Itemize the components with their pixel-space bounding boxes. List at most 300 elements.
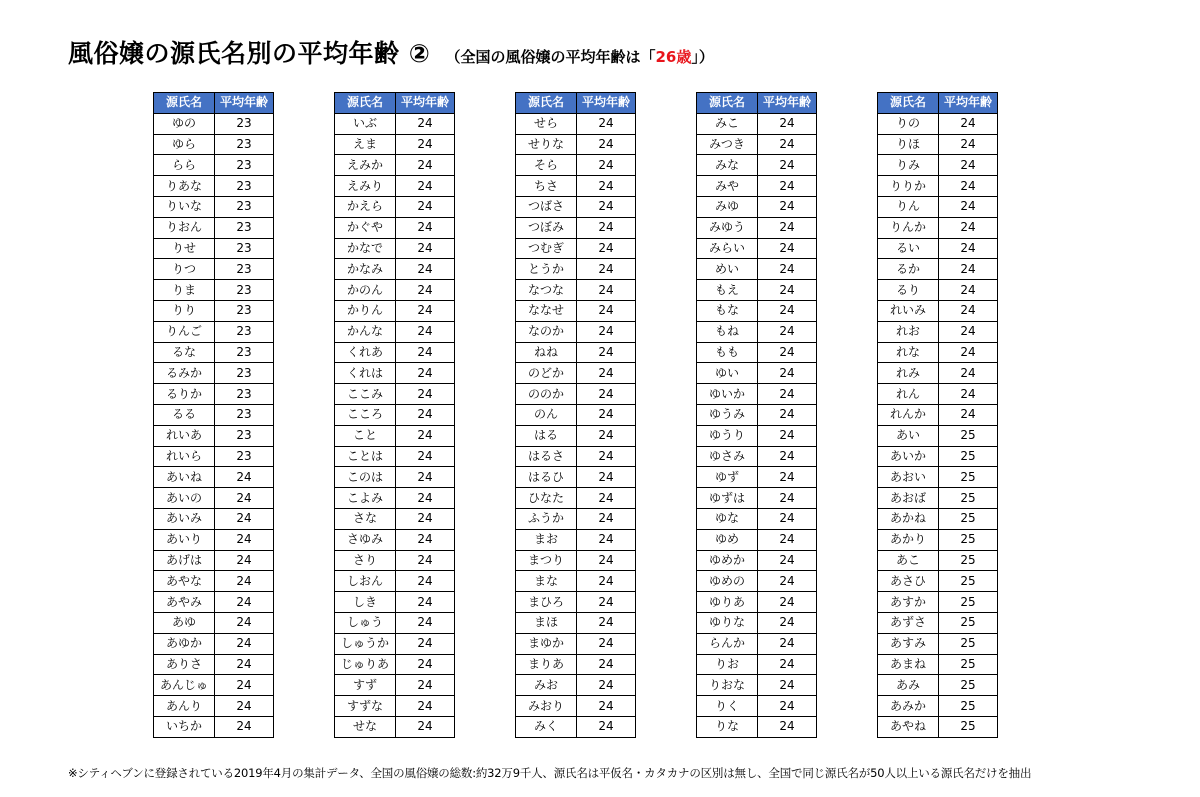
- age-cell: 23: [215, 384, 274, 405]
- table-row: [697, 238, 817, 259]
- table-row: [878, 425, 998, 446]
- name-cell: ののか: [516, 384, 577, 405]
- age-cell: 24: [758, 654, 817, 675]
- age-cell: 24: [396, 196, 455, 217]
- name-cell: ありさ: [154, 654, 215, 675]
- table-header-row: [516, 93, 636, 114]
- table-row: [516, 280, 636, 301]
- name-cell: じゅりあ: [335, 654, 396, 675]
- name-cell: このは: [335, 467, 396, 488]
- age-cell: 24: [577, 384, 636, 405]
- table-row: [878, 404, 998, 425]
- age-cell: 23: [215, 217, 274, 238]
- age-cell: 24: [577, 321, 636, 342]
- table-row: [154, 217, 274, 238]
- header-age: 平均年齢: [577, 93, 636, 114]
- age-cell: 24: [577, 113, 636, 134]
- name-cell: みな: [697, 155, 758, 176]
- table-row: [878, 529, 998, 550]
- name-cell: のどか: [516, 363, 577, 384]
- title-main: 風俗嬢の源氏名別の平均年齢 ②: [68, 39, 431, 68]
- name-cell: りの: [878, 113, 939, 134]
- table-row: [516, 363, 636, 384]
- name-cell: そら: [516, 155, 577, 176]
- table-row: [697, 716, 817, 737]
- age-cell: 24: [396, 592, 455, 613]
- table-row: [516, 217, 636, 238]
- table-row: [516, 238, 636, 259]
- table-row: [516, 571, 636, 592]
- name-cell: あさひ: [878, 571, 939, 592]
- table-row: [878, 716, 998, 737]
- table-row: [335, 425, 455, 446]
- table-row: [335, 675, 455, 696]
- table-row: [335, 550, 455, 571]
- name-cell: りほ: [878, 134, 939, 155]
- name-cell: いちか: [154, 716, 215, 737]
- age-cell: 25: [939, 592, 998, 613]
- name-cell: らんか: [697, 633, 758, 654]
- age-cell: 24: [758, 612, 817, 633]
- age-cell: 24: [758, 592, 817, 613]
- table-header-row: [697, 93, 817, 114]
- age-cell: 24: [577, 363, 636, 384]
- table-row: [878, 654, 998, 675]
- name-cell: あすか: [878, 592, 939, 613]
- table-row: [878, 550, 998, 571]
- table-row: [878, 696, 998, 717]
- name-cell: りりか: [878, 176, 939, 197]
- age-cell: 23: [215, 363, 274, 384]
- name-cell: れみ: [878, 363, 939, 384]
- name-cell: ゆい: [697, 363, 758, 384]
- header-age: 平均年齢: [758, 93, 817, 114]
- table-row: [697, 633, 817, 654]
- name-cell: えみり: [335, 176, 396, 197]
- age-cell: 25: [939, 675, 998, 696]
- table-row: [697, 321, 817, 342]
- name-cell: あおば: [878, 488, 939, 509]
- name-cell: りみ: [878, 155, 939, 176]
- age-cell: 24: [577, 155, 636, 176]
- age-cell: 25: [939, 508, 998, 529]
- name-cell: りり: [154, 300, 215, 321]
- age-cell: 24: [215, 571, 274, 592]
- table-row: [335, 176, 455, 197]
- table-row: [335, 404, 455, 425]
- name-cell: みゆ: [697, 196, 758, 217]
- table-row: [154, 446, 274, 467]
- age-cell: 23: [215, 238, 274, 259]
- table-row: [335, 280, 455, 301]
- age-cell: 24: [577, 508, 636, 529]
- name-cell: りおん: [154, 217, 215, 238]
- table-row: [335, 155, 455, 176]
- table-row: [878, 342, 998, 363]
- age-cell: 24: [758, 238, 817, 259]
- name-cell: つむぎ: [516, 238, 577, 259]
- table-row: [516, 467, 636, 488]
- name-cell: あいね: [154, 467, 215, 488]
- age-cell: 24: [215, 467, 274, 488]
- age-cell: 24: [396, 259, 455, 280]
- table-row: [335, 196, 455, 217]
- name-cell: れな: [878, 342, 939, 363]
- age-cell: 23: [215, 321, 274, 342]
- page-title: [68, 34, 714, 70]
- age-cell: 24: [758, 363, 817, 384]
- name-cell: かりん: [335, 300, 396, 321]
- table-row: [878, 633, 998, 654]
- table-row: [335, 300, 455, 321]
- name-cell: ゆうり: [697, 425, 758, 446]
- name-cell: りな: [697, 716, 758, 737]
- name-cell: りつ: [154, 259, 215, 280]
- name-cell: こころ: [335, 404, 396, 425]
- age-cell: 24: [396, 217, 455, 238]
- table-row: [335, 321, 455, 342]
- table-row: [697, 508, 817, 529]
- age-cell: 24: [939, 196, 998, 217]
- table-row: [878, 321, 998, 342]
- age-cell: 23: [215, 300, 274, 321]
- table-row: [335, 654, 455, 675]
- name-cell: るか: [878, 259, 939, 280]
- name-cell: まお: [516, 529, 577, 550]
- table-row: [154, 134, 274, 155]
- age-cell: 24: [577, 592, 636, 613]
- table-row: [335, 696, 455, 717]
- age-cell: 23: [215, 425, 274, 446]
- name-cell: ことは: [335, 446, 396, 467]
- age-cell: 25: [939, 550, 998, 571]
- age-cell: 24: [396, 529, 455, 550]
- age-cell: 25: [939, 446, 998, 467]
- age-cell: 24: [215, 716, 274, 737]
- age-cell: 24: [758, 529, 817, 550]
- header-name: 源氏名: [697, 93, 758, 114]
- table-row: [154, 238, 274, 259]
- name-cell: こよみ: [335, 488, 396, 509]
- age-cell: 23: [215, 259, 274, 280]
- table-row: [154, 155, 274, 176]
- age-cell: 23: [215, 134, 274, 155]
- table-row: [335, 633, 455, 654]
- table-row: [697, 425, 817, 446]
- table-row: [154, 300, 274, 321]
- name-age-table: [515, 92, 636, 738]
- name-cell: まりあ: [516, 654, 577, 675]
- age-cell: 24: [396, 654, 455, 675]
- age-cell: 25: [939, 612, 998, 633]
- table-row: [154, 654, 274, 675]
- name-cell: せら: [516, 113, 577, 134]
- name-cell: まひろ: [516, 592, 577, 613]
- name-cell: あんじゅ: [154, 675, 215, 696]
- age-cell: 24: [758, 300, 817, 321]
- table-row: [697, 550, 817, 571]
- name-cell: あい: [878, 425, 939, 446]
- name-cell: ゆめの: [697, 571, 758, 592]
- age-cell: 24: [758, 488, 817, 509]
- age-cell: 24: [758, 113, 817, 134]
- table-row: [697, 363, 817, 384]
- table-row: [697, 259, 817, 280]
- age-cell: 24: [396, 467, 455, 488]
- name-cell: あこ: [878, 550, 939, 571]
- name-cell: るい: [878, 238, 939, 259]
- age-cell: 24: [396, 716, 455, 737]
- name-cell: ねね: [516, 342, 577, 363]
- name-cell: みく: [516, 716, 577, 737]
- age-cell: 25: [939, 571, 998, 592]
- table-row: [697, 280, 817, 301]
- age-cell: 24: [758, 446, 817, 467]
- table-row: [335, 446, 455, 467]
- table-row: [154, 425, 274, 446]
- table-row: [697, 675, 817, 696]
- table-row: [878, 446, 998, 467]
- age-cell: 24: [758, 280, 817, 301]
- table-row: [878, 196, 998, 217]
- name-cell: めい: [697, 259, 758, 280]
- age-cell: 24: [396, 155, 455, 176]
- table-row: [335, 612, 455, 633]
- table-row: [697, 155, 817, 176]
- name-cell: みや: [697, 176, 758, 197]
- table-row: [878, 134, 998, 155]
- table-row: [335, 384, 455, 405]
- age-cell: 24: [577, 571, 636, 592]
- subtitle-suffix: 」）: [691, 48, 714, 66]
- age-cell: 24: [396, 300, 455, 321]
- name-cell: るりか: [154, 384, 215, 405]
- table-row: [697, 592, 817, 613]
- age-cell: 25: [939, 529, 998, 550]
- name-cell: みお: [516, 675, 577, 696]
- name-cell: えま: [335, 134, 396, 155]
- table-row: [335, 571, 455, 592]
- table-row: [697, 404, 817, 425]
- name-cell: あんり: [154, 696, 215, 717]
- table-row: [878, 363, 998, 384]
- name-cell: ふうか: [516, 508, 577, 529]
- age-cell: 24: [577, 529, 636, 550]
- age-cell: 24: [396, 550, 455, 571]
- name-cell: なのか: [516, 321, 577, 342]
- name-cell: あゆ: [154, 612, 215, 633]
- table-row: [335, 363, 455, 384]
- table-row: [878, 113, 998, 134]
- name-cell: ゆずは: [697, 488, 758, 509]
- name-cell: ゆら: [154, 134, 215, 155]
- table-row: [516, 113, 636, 134]
- name-cell: れいみ: [878, 300, 939, 321]
- table-row: [154, 696, 274, 717]
- age-cell: 24: [577, 488, 636, 509]
- age-cell: 24: [396, 280, 455, 301]
- table-row: [335, 134, 455, 155]
- table-row: [516, 196, 636, 217]
- title-subtitle: [445, 48, 713, 66]
- name-cell: のん: [516, 404, 577, 425]
- name-cell: あやな: [154, 571, 215, 592]
- table-row: [335, 259, 455, 280]
- header-name: 源氏名: [878, 93, 939, 114]
- table-row: [516, 259, 636, 280]
- table-row: [878, 488, 998, 509]
- table-row: [697, 113, 817, 134]
- age-cell: 24: [396, 176, 455, 197]
- table-row: [878, 217, 998, 238]
- name-cell: るみか: [154, 363, 215, 384]
- age-cell: 24: [396, 321, 455, 342]
- age-cell: 24: [939, 113, 998, 134]
- table-row: [697, 176, 817, 197]
- age-cell: 24: [215, 550, 274, 571]
- age-cell: 24: [577, 612, 636, 633]
- table-row: [154, 529, 274, 550]
- age-cell: 24: [215, 696, 274, 717]
- age-cell: 24: [758, 550, 817, 571]
- age-cell: 24: [577, 176, 636, 197]
- table-row: [878, 238, 998, 259]
- table-row: [878, 259, 998, 280]
- table-row: [335, 488, 455, 509]
- age-cell: 24: [939, 259, 998, 280]
- age-cell: 25: [939, 467, 998, 488]
- age-cell: 25: [939, 633, 998, 654]
- age-cell: 24: [939, 238, 998, 259]
- age-cell: 24: [758, 404, 817, 425]
- table-row: [697, 571, 817, 592]
- age-cell: 24: [577, 238, 636, 259]
- name-cell: しき: [335, 592, 396, 613]
- table-row: [516, 488, 636, 509]
- table-row: [697, 196, 817, 217]
- age-cell: 24: [215, 488, 274, 509]
- table-row: [154, 550, 274, 571]
- table-row: [516, 404, 636, 425]
- subtitle-highlight: 26歳: [655, 48, 692, 66]
- table-row: [878, 300, 998, 321]
- table-row: [154, 259, 274, 280]
- age-cell: 24: [396, 404, 455, 425]
- age-cell: 24: [215, 529, 274, 550]
- name-cell: せな: [335, 716, 396, 737]
- name-cell: りんか: [878, 217, 939, 238]
- age-cell: 23: [215, 155, 274, 176]
- age-cell: 24: [577, 217, 636, 238]
- table-row: [154, 467, 274, 488]
- name-cell: れいら: [154, 446, 215, 467]
- table-row: [335, 113, 455, 134]
- age-cell: 24: [577, 300, 636, 321]
- name-cell: えみか: [335, 155, 396, 176]
- table-row: [878, 155, 998, 176]
- age-cell: 24: [396, 488, 455, 509]
- name-cell: れお: [878, 321, 939, 342]
- name-cell: りん: [878, 196, 939, 217]
- name-cell: ゆな: [697, 508, 758, 529]
- name-cell: ゆりあ: [697, 592, 758, 613]
- subtitle-prefix: （全国の風俗嬢の平均年齢は「: [445, 48, 656, 66]
- name-cell: かぐや: [335, 217, 396, 238]
- age-cell: 24: [577, 404, 636, 425]
- table-row: [516, 425, 636, 446]
- age-cell: 23: [215, 446, 274, 467]
- age-cell: 23: [215, 404, 274, 425]
- name-cell: あみか: [878, 696, 939, 717]
- header-name: 源氏名: [516, 93, 577, 114]
- name-cell: ゆうみ: [697, 404, 758, 425]
- name-cell: あゆか: [154, 633, 215, 654]
- name-cell: あいの: [154, 488, 215, 509]
- table-row: [154, 176, 274, 197]
- table-row: [335, 529, 455, 550]
- name-cell: もね: [697, 321, 758, 342]
- table-row: [516, 134, 636, 155]
- table-row: [516, 529, 636, 550]
- table-row: [335, 716, 455, 737]
- age-cell: 24: [758, 696, 817, 717]
- header-name: 源氏名: [335, 93, 396, 114]
- age-cell: 24: [396, 363, 455, 384]
- name-cell: すず: [335, 675, 396, 696]
- name-cell: つぼみ: [516, 217, 577, 238]
- table-row: [335, 217, 455, 238]
- name-cell: らら: [154, 155, 215, 176]
- age-cell: 24: [215, 633, 274, 654]
- table-row: [335, 467, 455, 488]
- name-cell: さり: [335, 550, 396, 571]
- name-cell: るる: [154, 404, 215, 425]
- name-age-table: [153, 92, 274, 738]
- table-row: [154, 571, 274, 592]
- name-age-table: [696, 92, 817, 738]
- name-cell: しおん: [335, 571, 396, 592]
- name-cell: あみ: [878, 675, 939, 696]
- name-cell: はるひ: [516, 467, 577, 488]
- age-cell: 24: [577, 654, 636, 675]
- table-row: [878, 675, 998, 696]
- age-cell: 24: [396, 113, 455, 134]
- header-age: 平均年齢: [939, 93, 998, 114]
- age-cell: 24: [758, 196, 817, 217]
- age-cell: 24: [758, 134, 817, 155]
- age-cell: 24: [939, 217, 998, 238]
- age-cell: 24: [396, 238, 455, 259]
- age-cell: 24: [939, 321, 998, 342]
- footnote: ※シティヘブンに登録されている2019年4月の集計データ、全国の風俗嬢の総数:約32万9千人、源氏名は平仮名・カタカナの区別は無し、全国で同じ源氏名が50人以上いる源氏名だけを抽出: [68, 766, 1032, 780]
- age-cell: 24: [396, 612, 455, 633]
- age-cell: 23: [215, 176, 274, 197]
- age-cell: 24: [396, 571, 455, 592]
- table-row: [154, 280, 274, 301]
- name-cell: ゆめか: [697, 550, 758, 571]
- age-cell: 25: [939, 425, 998, 446]
- table-row: [516, 300, 636, 321]
- table-row: [154, 488, 274, 509]
- name-cell: ゆの: [154, 113, 215, 134]
- table-row: [878, 467, 998, 488]
- name-cell: こと: [335, 425, 396, 446]
- name-cell: まな: [516, 571, 577, 592]
- table-row: [154, 592, 274, 613]
- name-age-table: [334, 92, 455, 738]
- name-cell: りお: [697, 654, 758, 675]
- name-cell: さゆみ: [335, 529, 396, 550]
